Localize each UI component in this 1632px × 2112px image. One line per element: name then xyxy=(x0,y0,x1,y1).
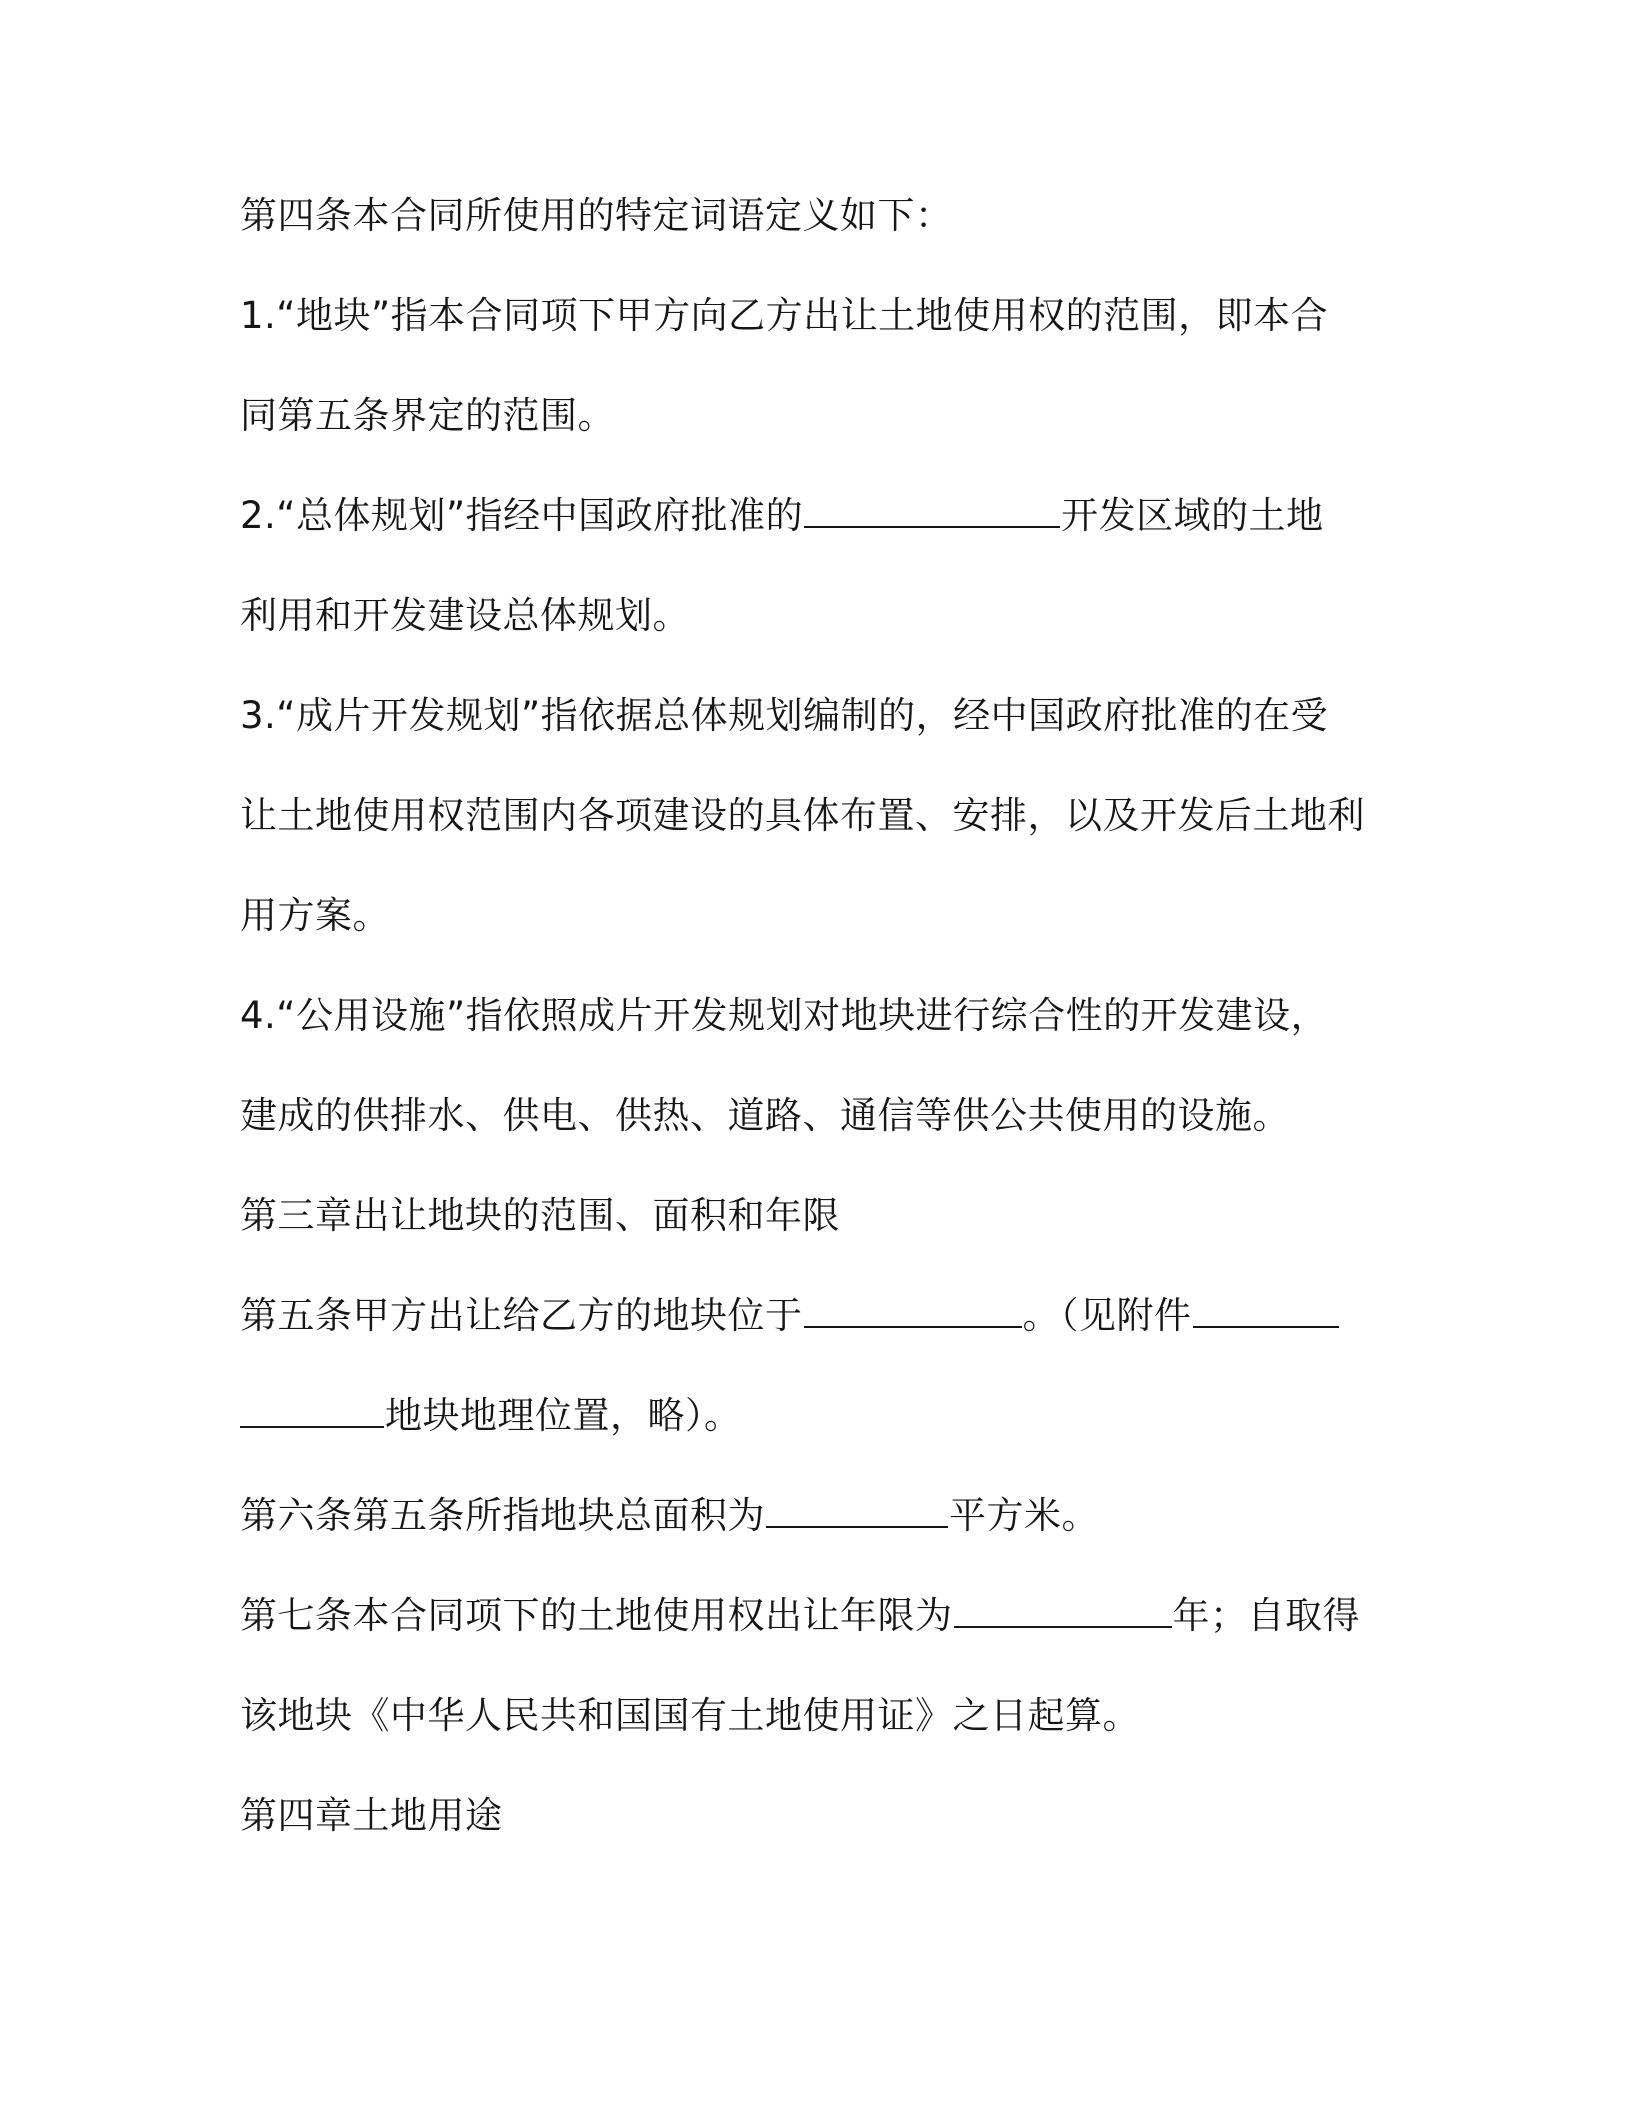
text: 。（见附件 xyxy=(1022,1294,1192,1337)
chapter-4-heading xyxy=(240,1786,1360,1846)
definition-1-line-1 xyxy=(240,286,1360,346)
text: 年；自取得 xyxy=(1172,1594,1360,1637)
definition-2-line-1 xyxy=(240,486,1360,546)
blank-field xyxy=(240,1386,384,1428)
definition-3-line-2 xyxy=(240,786,1365,846)
text: 第七条本合同项下的土地使用权出让年限为 xyxy=(240,1594,953,1637)
article-4-heading xyxy=(240,186,1360,246)
blank-field xyxy=(804,1286,1022,1328)
text: 3.“成片开发规划”指依据总体规划编制的，经中国政府批准的在受 xyxy=(240,694,1329,737)
text: 第六条第五条所指地块总面积为 xyxy=(240,1494,765,1537)
blank-field xyxy=(804,486,1060,528)
text: 第四条本合同所使用的特定词语定义如下： xyxy=(240,194,953,237)
text: 利用和开发建设总体规划。 xyxy=(240,594,690,637)
text: 开发区域的土地 xyxy=(1061,494,1324,537)
text: 2.“总体规划”指经中国政府批准的 xyxy=(240,494,804,537)
text: 让土地使用权范围内各项建设的具体布置、安排，以及开发后土地利 xyxy=(240,794,1365,837)
blank-field xyxy=(1193,1286,1339,1328)
text: 建成的供排水、供电、供热、道路、通信等供公共使用的设施。 xyxy=(240,1094,1290,1137)
text: 4.“公用设施”指依照成片开发规划对地块进行综合性的开发建设， xyxy=(240,994,1329,1037)
blank-field xyxy=(954,1586,1172,1628)
definition-1-line-2 xyxy=(240,386,1360,446)
article-7-line-2 xyxy=(240,1686,1360,1746)
text: 该地块《中华人民共和国国有土地使用证》之日起算。 xyxy=(240,1694,1140,1737)
text: 1.“地块”指本合同项下甲方向乙方出让土地使用权的范围，即本合 xyxy=(240,294,1329,337)
text: 用方案。 xyxy=(240,894,390,937)
text: 同第五条界定的范围。 xyxy=(240,394,615,437)
text: 地块地理位置，略）。 xyxy=(385,1394,742,1437)
article-6 xyxy=(240,1486,1360,1546)
chapter-3-heading xyxy=(240,1186,1360,1246)
definition-3-line-1 xyxy=(240,686,1360,746)
article-7-line-1 xyxy=(240,1586,1360,1646)
article-5-line-1 xyxy=(240,1286,1360,1346)
text: 平方米。 xyxy=(949,1494,1099,1537)
definition-2-line-2 xyxy=(240,586,1360,646)
text: 第四章土地用途 xyxy=(240,1794,503,1837)
definition-3-line-3 xyxy=(240,886,1360,946)
article-5-line-2 xyxy=(240,1386,1360,1446)
definition-4-line-1 xyxy=(240,986,1360,1046)
definition-4-line-2 xyxy=(240,1086,1360,1146)
blank-field xyxy=(766,1486,948,1528)
text: 第三章出让地块的范围、面积和年限 xyxy=(240,1194,840,1237)
text: 第五条甲方出让给乙方的地块位于 xyxy=(240,1294,803,1337)
